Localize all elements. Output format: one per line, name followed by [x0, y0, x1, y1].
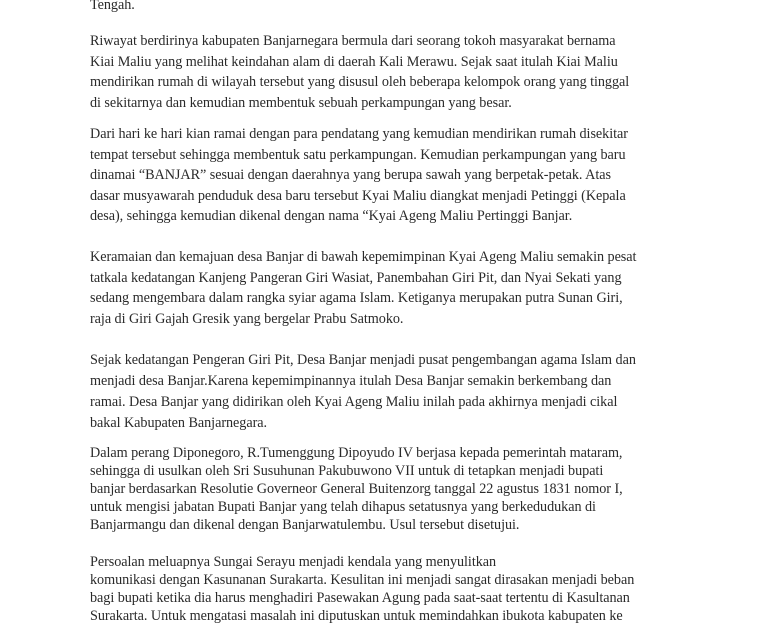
paragraph-sungai-serayu: Persoalan meluapnya Sungai Serayu menjadi kendala yang menyulitkan komunikasi dengan Kasunanan Surakarta. Kesulitan ini menjadi sangat dirasakan menjadi beban bagi bupati ketika dia harus menghadiri Pasewakan Agung pada saat-saat tertentu di Kasultanan Surakarta. Untuk mengatasi masalah ini diputuskan untuk memindahkan ibukota kabupaten ke [90, 554, 635, 624]
paragraph-giri-pit: Sejak kedatangan Pengeran Giri Pit, Desa Banjar menjadi pusat pengembangan agama Islam dan menjadi desa Banjar.Karena kepemimpinannya itulah Desa Banjar semakin berkembang dan ramai. Desa Banjar yang didirikan oleh Kyai Ageng Maliu inilah pada akhirnya menjadi cikal bakal Kabupaten Banjarnegara. [90, 352, 636, 431]
paragraph-kiai-maliu: Riwayat berdirinya kabupaten Banjarnegara bermula dari seorang tokoh masyarakat bernama Kiai Maliu yang melihat keindahan alam di daerah Kali Merawu. Sejak saat itulah Kiai Maliu mendirikan rumah di wilayah tersebut yang disusul oleh beberapa kelompok orang yang tinggal di sekitarnya dan kemudian membentuk sebuah perkampungan yang besar. [90, 33, 630, 111]
paragraph-desa-banjar: Dari hari ke hari kian ramai dengan para pendatang yang kemudian mendirikan rumah disekitar tempat tersebut sehingga membentuk satu perkampungan. Kemudian perkampungan yang baru dinamai “BANJAR” sesuai dengan daerahnya yang berupa sawah yang berpetak-petak. Atas dasar musyawarah penduduk desa baru tersebut Kyai Maliu diangkat menjadi Petinggi (Kepala desa), sehingga kemudian dikenal dengan nama “Kyai Ageng Maliu Pertinggi Banjar. [90, 126, 628, 224]
paragraph-continuation: Tengah. [90, 0, 135, 13]
paragraph-perang-diponegoro: Dalam perang Diponegoro, R.Tumenggung Dipoyudo IV berjasa kepada pemerintah mataram, sehingga di usulkan oleh Sri Susuhunan Pakubuwono VII untuk di tetapkan menjadi bupati banjar berdasarkan Resolutie Governeor General Buitenzorg tanggal 22 agustus 1831 nomor I, untuk mengisi jabatan Bupati Banjar yang telah dihapus setatusnya yang berkedudukan di Banjarmangu dan dikenal dengan Banjarwatulembu. Usul tersebut disetujui. [90, 445, 623, 533]
paragraph-syiar-islam: Keramaian dan kemajuan desa Banjar di bawah kepemimpinan Kyai Ageng Maliu semakin pesat tatkala kedatangan Kanjeng Pangeran Giri Wasiat, Panembahan Giri Pit, dan Nyai Sekati yang sedang mengembara dalam rangka syiar agama Islam. Ketiganya merupakan putra Sunan Giri, raja di Giri Gajah Gresik yang bergelar Prabu Satmoko. [90, 249, 637, 327]
